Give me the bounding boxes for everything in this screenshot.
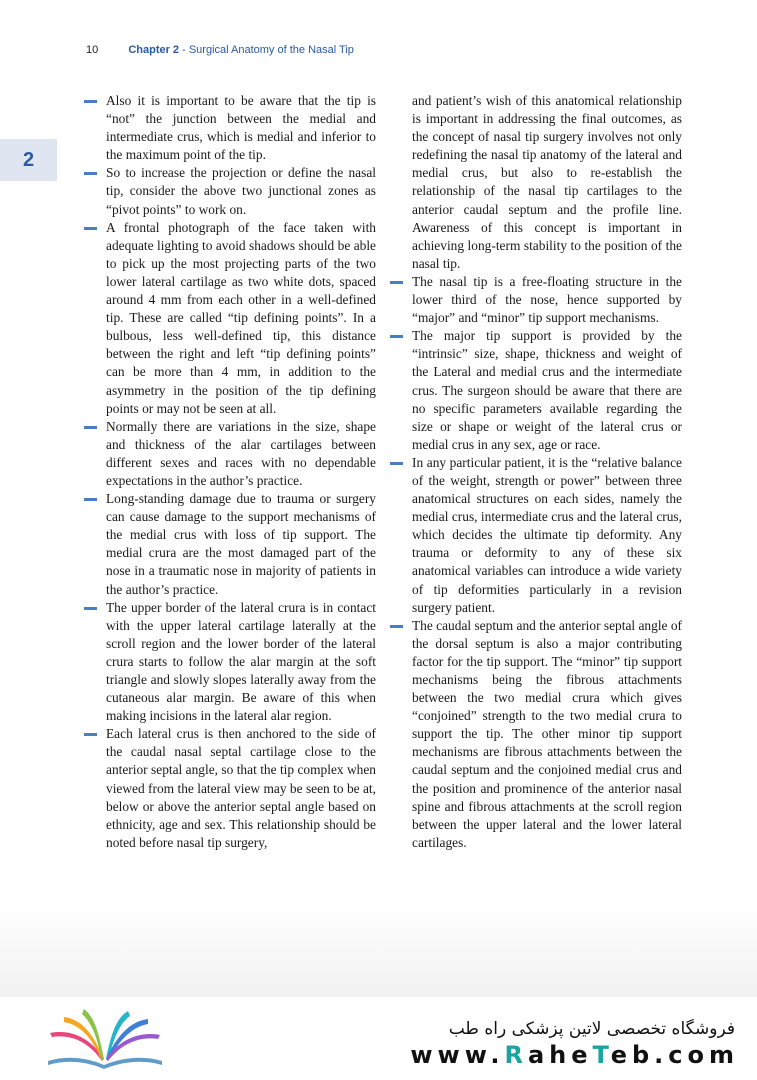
bullet-dash-icon xyxy=(84,172,97,175)
running-header xyxy=(86,44,354,56)
open-book-logo-icon xyxy=(40,1007,170,1069)
list-item xyxy=(84,599,376,726)
bullet-dash-icon xyxy=(390,281,403,284)
page-number: 10 xyxy=(86,44,99,56)
bullet-dash-icon xyxy=(390,462,403,465)
bullet-dash-icon xyxy=(84,426,97,429)
list-item-text: Long-standing damage due to trauma or surgery can cause damage to the support mechanisms of the medial crus with loss of tip support. The medial crura are the most damaged part of the nose in a traumatic nose in majority of patients in the author’s practice. xyxy=(106,491,376,597)
list-item-text: Each lateral crus is then anchored to the side of the caudal nasal septal cartilage close to the anterior septal angle, so that the tip complex when viewed from the lateral view may be seen to be at, below or above the anterior septal angle based on ethnicity, age and sex. This relationship should be noted before nasal tip surgery, xyxy=(106,726,376,850)
list-item-text: The caudal septum and the anterior septal angle of the dorsal septum is also a major contributing factor for the tip support. The “minor” tip support mechanisms being the fibrous attachments between the two medial crura which gives “conjoined” strength to the two medial crura to support the tip. The other minor tip support mechanisms are fibrous attachments between the caudal septum and the conjoined medial crus and the position and prominence of the anterior nasal spine and fibrous attachments at the scroll region between the upper lateral and the lower lateral cartilages. xyxy=(412,617,682,850)
list-item xyxy=(84,164,376,218)
list-item xyxy=(84,219,376,418)
right-column xyxy=(390,92,682,852)
bullet-dash-icon xyxy=(390,625,403,628)
list-item-text: A frontal photograph of the face taken with adequate lighting to avoid shadows should be able to pick up the most projecting parts of the two lower lateral cartilage as two white dots, spaced around 4 mm from each other in a well-defined tip. These are called “tip defining points”. In a bulbous, less well-defined tip, this distance between the right and left “tip defining points” can be more than 4 mm, in addition to the asymmetry in the position of the tip defining points or may not be seen at all. xyxy=(106,219,376,416)
bullet-dash-icon xyxy=(84,498,97,501)
left-column xyxy=(84,92,376,852)
list-item xyxy=(84,725,376,852)
list-item xyxy=(390,617,682,852)
continued-paragraph: and patient’s wish of this anatomical relationship is important in addressing the final outcomes, as the concept of nasal tip surgery involves not only redefining the nasal tip anatomy of the lateral and medial crus, but also to re-establish the relationship of the nasal tip cartilages to the anterior caudal septum and the profile line. Awareness of this concept is important in achieving long-term stability to the position of the nasal tip. xyxy=(412,93,682,271)
list-item-text: The nasal tip is a free-floating structure in the lower third of the nose, hence supported by “major” and “minor” tip support mechanisms. xyxy=(412,273,682,326)
site-url-prefix: www. xyxy=(410,1041,505,1069)
site-url-ahe: ahe xyxy=(527,1041,593,1069)
shop-name: فروشگاه تخصصی لاتین پزشکی راه طب xyxy=(448,1019,735,1039)
list-item-text: Normally there are variations in the size, shape and thickness of the alar cartilages between different sexes and races with no dependable expectations in the author’s practice. xyxy=(106,418,376,488)
list-item xyxy=(84,490,376,599)
bottom-fade xyxy=(0,905,757,997)
bullet-dash-icon xyxy=(84,733,97,736)
bullet-dash-icon xyxy=(84,227,97,230)
list-item-text: The major tip support is provided by the “intrinsic” size, shape, thickness and weight of the Lateral and medial crus and the intermediate crus. The surgeon should be aware that there are no specific parameters available regarding the size or shape or weight of the lateral crus or medial crus in any sex, age or race. xyxy=(412,328,682,452)
site-url xyxy=(410,1041,739,1069)
list-item-text: Also it is important to be aware that the tip is “not” the junction between the medial and intermediate crus, which is medial and inferior to the maximum point of the tip. xyxy=(106,93,376,163)
watermark-footer xyxy=(0,997,757,1080)
site-url-t: T xyxy=(592,1041,611,1069)
site-url-r: R xyxy=(504,1041,528,1069)
chapter-subtitle: - Surgical Anatomy of the Nasal Tip xyxy=(179,44,354,56)
list-item xyxy=(390,454,682,617)
site-url-eb: eb xyxy=(610,1041,655,1069)
bullet-dash-icon xyxy=(84,607,97,610)
list-item xyxy=(390,327,682,454)
chapter-title xyxy=(128,44,354,56)
bullet-dash-icon xyxy=(84,100,97,103)
chapter-label: Chapter 2 xyxy=(128,44,180,56)
list-item-text: The upper border of the lateral crura is in contact with the upper lateral cartilage laterally at the scroll region and the lower border of the lateral crura starts to follow the alar margin at the soft triangle and slowly slopes laterally away from the cutaneous alar margin. Be aware of this when making incisions in the lateral alar region. xyxy=(106,599,376,724)
list-item xyxy=(84,418,376,490)
site-url-suffix: .com xyxy=(654,1041,739,1069)
list-item-text: In any particular patient, it is the “relative balance of the weight, strength or power” between three anatomical structures on each sides, namely the medial crus, intermediate crus and the lateral crus, which decides the ultimate tip deformity. Any trauma or deformity to any of these six anatomical variables can introduce a wide variety of tip deformities particularly in a revision surgery patient. xyxy=(412,454,682,615)
list-item-text: So to increase the projection or define the nasal tip, consider the above two junctional zones as “pivot points” to work on. xyxy=(106,165,376,217)
list-item xyxy=(390,273,682,327)
chapter-side-tab: 2 xyxy=(0,139,57,181)
bullet-dash-icon xyxy=(390,335,403,338)
list-item xyxy=(84,92,376,164)
